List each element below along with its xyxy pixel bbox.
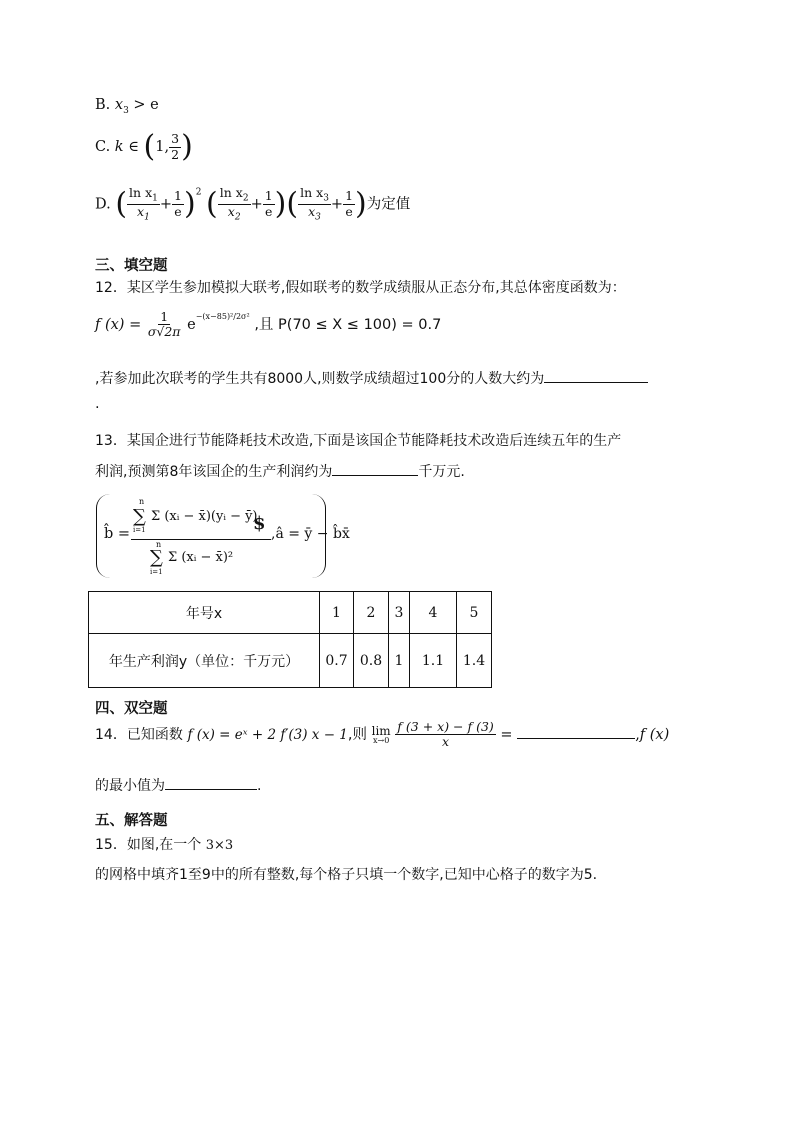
option-c-interval-left: 1,: [155, 139, 170, 155]
right-paren-glyph: ): [274, 186, 287, 222]
q12-frac-num: 1: [160, 309, 169, 324]
sum-bottom-1: i=1: [133, 526, 146, 534]
one: 1: [264, 188, 273, 204]
q14-line2-text: 的最小值为: [95, 778, 165, 794]
power-2: 2: [195, 187, 202, 198]
q13-den: Σ (xᵢ − x̄)²: [168, 550, 234, 565]
q13-line2: [95, 461, 465, 481]
q12-end: .: [95, 396, 100, 412]
option-c: [95, 129, 193, 164]
table-header-cell: 5: [457, 592, 492, 634]
option-d-frac3: [298, 186, 331, 223]
e: e: [264, 203, 273, 219]
q13-table: [88, 591, 492, 688]
option-c-den: 2: [171, 146, 180, 162]
table-header-cell: 3: [389, 592, 410, 634]
left-paren-glyph: (: [206, 186, 218, 222]
table-header-cell: 年号x: [89, 592, 320, 634]
q14-limit: [372, 725, 391, 745]
table-cell: 1.4: [457, 634, 492, 688]
q14-text-b: ,则: [347, 726, 368, 743]
frac3-den: x: [308, 203, 316, 219]
frac2-den: x: [227, 203, 235, 219]
q15-line2: 的网格中填齐1至9中的所有整数,每个格子只填一个数字,已知中心格子的数字为5.: [95, 867, 598, 883]
option-c-label: C.: [95, 139, 111, 155]
q15-line1-text: 15．如图,在一个: [95, 837, 202, 853]
sum-top-1: n: [139, 497, 145, 506]
q13-dollar-glyph: $: [253, 513, 266, 534]
plus-sign: +: [159, 196, 173, 213]
left-paren-glyph: (: [286, 186, 299, 222]
q14-fraction: [395, 720, 496, 750]
q13-line1: 13．某国企进行节能降耗技术改造,下面是该国企节能降耗技术改造后连续五年的生产: [95, 433, 622, 449]
frac1-num-sub: 1: [152, 193, 158, 204]
q12-exponent: −(x−85)²/2σ²: [195, 311, 250, 321]
one: 1: [174, 188, 182, 204]
frac3-den-sub: 3: [315, 212, 321, 223]
q12-frac-den: σ√2π: [147, 324, 181, 340]
section3-title: 三、填空题: [95, 258, 168, 274]
table-cell: 1: [389, 634, 410, 688]
q14-line1: [95, 720, 669, 750]
q15-line1: [95, 834, 233, 854]
q14-lim: lim: [371, 723, 391, 738]
section5-title: 五、解答题: [95, 813, 168, 829]
frac1-den: x: [137, 203, 145, 219]
option-c-num: 3: [171, 131, 180, 147]
q12-formula: [95, 310, 441, 340]
left-paren-glyph: (: [143, 129, 156, 164]
table-row: [89, 634, 492, 688]
q14-text-a: 14．已知函数: [95, 726, 183, 743]
q12-line2: [95, 368, 648, 388]
q12-e: e: [187, 316, 196, 333]
option-b-rest: > e: [128, 97, 159, 113]
q14-function: f (x) = eˣ + 2 f′(3) x − 1: [187, 726, 348, 743]
frac1-den-sub: 1: [144, 212, 150, 223]
q14-answer-blank-2[interactable]: [165, 775, 257, 790]
q13-num: Σ (xᵢ − x̄)(yᵢ − ȳ): [151, 509, 258, 524]
q13-b-hat: b̂ =: [104, 526, 131, 542]
plus-sign: +: [330, 196, 344, 213]
q13-answer-blank[interactable]: [332, 461, 418, 476]
frac2-num-sub: 2: [242, 193, 249, 204]
q12-answer-blank[interactable]: [544, 368, 648, 383]
q13-line2a: 利润,预测第8年该国企的生产利润约为: [95, 464, 333, 480]
q13-line2b: 千万元.: [418, 464, 465, 480]
q14-frac-num: f (3 + x) − f (3): [397, 719, 494, 734]
q14-comma: ,: [635, 726, 640, 743]
option-c-fraction: [169, 132, 181, 162]
sum-top-2: n: [156, 540, 162, 549]
q12-line2-text: ,若参加此次联考的学生共有8000人,则数学成绩超过100分的人数大约为: [95, 371, 545, 387]
q12-frac: [146, 310, 183, 340]
option-b-var: x: [114, 97, 124, 113]
frac1-num: ln x: [129, 185, 153, 200]
option-d-suffix: 为定值: [366, 196, 411, 213]
table-cell: 年生产利润y（单位：千万元）: [89, 634, 320, 688]
option-d-one-over-e-3: [343, 189, 355, 219]
q12-text: 12．某区学生参加模拟大联考,假如联考的数学成绩服从正态分布,其总体密度函数为：: [95, 280, 626, 296]
option-d-one-over-e-2: [263, 189, 275, 219]
table-row: [89, 592, 492, 634]
e: e: [174, 203, 182, 219]
q12-prob: ,且 P(70 ≤ X ≤ 100) = 0.7: [254, 316, 442, 333]
table-header-cell: 4: [410, 592, 457, 634]
option-b-label: B.: [95, 97, 111, 113]
option-d-label: D.: [95, 196, 111, 213]
q15-grid: 3×3: [205, 838, 234, 853]
table-header-cell: 2: [354, 592, 389, 634]
option-d: [95, 186, 410, 223]
section4-title: 四、双空题: [95, 701, 168, 717]
right-paren-glyph: ): [183, 186, 196, 222]
q13-a-formula: ,â = ȳ − b̂x̄: [271, 526, 350, 542]
q14-lim-sub: x→0: [373, 735, 390, 745]
table-cell: 0.7: [320, 634, 354, 688]
q14-answer-blank-1[interactable]: [517, 724, 635, 739]
sigma-icon: ∑: [133, 506, 146, 527]
option-d-one-over-e-1: [172, 189, 184, 219]
option-d-frac1: [127, 186, 160, 223]
table-header-cell: 1: [320, 592, 354, 634]
table-cell: 0.8: [354, 634, 389, 688]
e: e: [345, 203, 353, 219]
q12-fx: f (x) =: [95, 316, 142, 333]
frac3-num-sub: 3: [323, 193, 329, 204]
left-paren-glyph: (: [115, 186, 128, 222]
plus-sign: +: [250, 196, 263, 213]
sigma-icon: ∑: [150, 547, 163, 568]
option-b-sub: 3: [123, 105, 129, 116]
frac3-num: ln x: [300, 185, 324, 200]
one: 1: [345, 188, 354, 204]
frac2-den-sub: 2: [234, 212, 241, 223]
option-b: [95, 97, 159, 116]
q14-frac-den: x: [442, 734, 450, 750]
q14-equals: =: [500, 726, 513, 743]
right-paren-glyph: ): [355, 186, 367, 222]
option-d-frac2: [218, 186, 251, 223]
table-cell: 1.1: [410, 634, 457, 688]
q14-line2: [95, 775, 261, 795]
right-paren-glyph: ): [181, 129, 193, 164]
sum-bottom-2: i=1: [150, 568, 163, 576]
q14-end: .: [257, 778, 262, 794]
q13-frac-bar: [131, 539, 271, 540]
frac2-num: ln x: [219, 185, 243, 200]
q14-fx: f (x): [639, 726, 670, 743]
option-c-expr: k ∈: [114, 139, 139, 155]
